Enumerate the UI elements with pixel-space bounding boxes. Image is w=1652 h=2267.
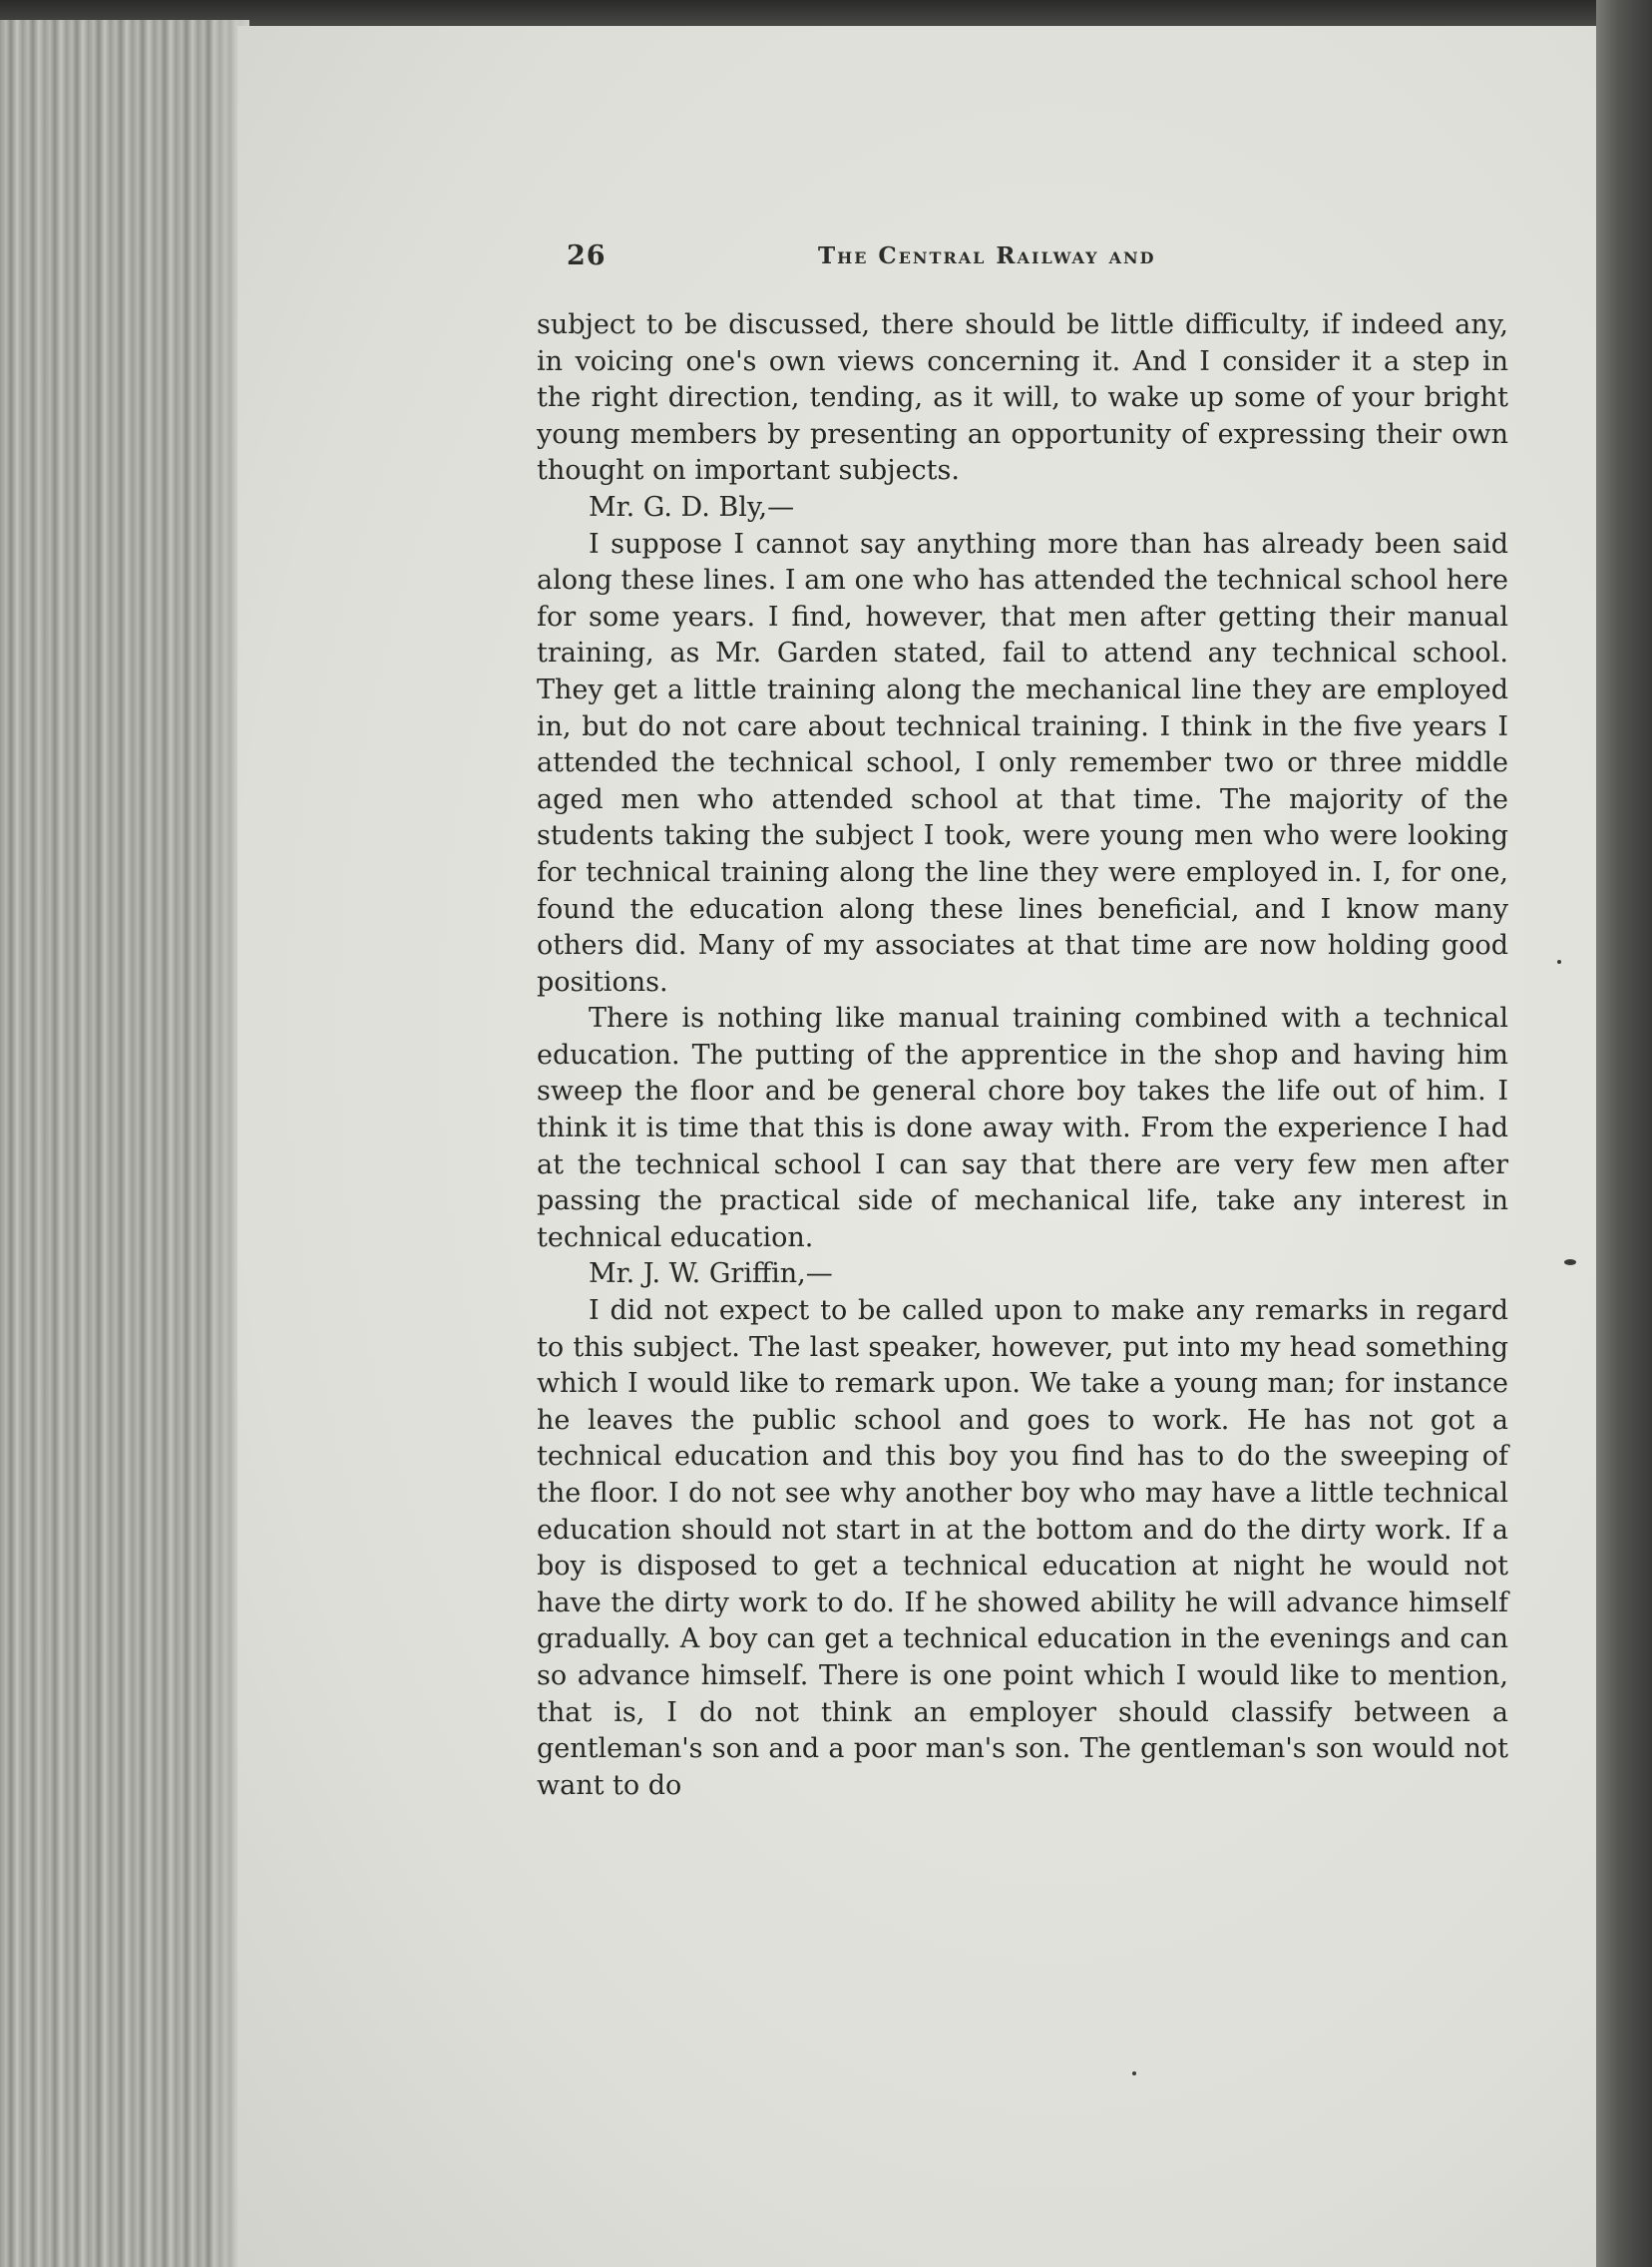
running-head [559,240,1546,280]
ink-speck [1132,2071,1136,2075]
ink-speck [1564,1259,1576,1265]
running-title: The Central Railway and [818,242,1156,269]
paragraph-continued: subject to be discussed, there should be little difficulty, if indeed any, in voicing one's own views concerning it. And I consider it a step in the right direction, tending, as it will, to wake up some of your bright young members by presenting an opportunity of expressing their own thought on important subjects. [537,309,1508,487]
paragraph: I suppose I cannot say anything more than has already been said along these lines. I am one who has attended the technical school here for some years. I find, however, that men after getting their manual training, as Mr. Garden stated, fail to attend any technical school. They get a little training along the mechanical line they are employed in, but do not care about technical training. I think in the five years I attended the technical school, I only remember two or three middle aged men who attended school at that time. The majority of the students taking the subject I took, were young men who were looking for technical training along the line they were employed in. I, for one, found the education along these lines beneficial, and I know many others did. Many of my associates at that time are now holding good positions. [537,528,1508,998]
scan-right-edge [1596,0,1652,2267]
page-body [537,307,1508,1804]
speaker-name: Mr. G. D. Bly,— [589,491,795,523]
page-number: 26 [567,240,607,271]
book-page-edges [0,20,249,2267]
paragraph: There is nothing like manual training combined with a technical education. The putting of the apprentice in the shop and having him sweep the floor and be general chore boy takes the life out of him. I think it is time that this is done away with. From the experience I had at the technical school I can say that there are very few men after passing the practical side of mechanical life, take any interest in technical education. [537,1003,1508,1253]
paragraph: I did not expect to be called upon to make any remarks in regard to this subject. The last speaker, however, put into my head something which I would like to remark upon. We take a young man; for instance he leaves the public school and goes to work. He has not got a technical education and this boy you find has to do the sweeping of the floor. I do not see why another boy who may have a little technical education should not start in at the bottom and do the dirty work. If a boy is disposed to get a technical education at night he would not have the dirty work to do. If he showed ability he will advance himself gradually. A boy can get a technical education in the evenings and can so advance himself. There is one point which I would like to mention, that is, I do not think an employer should classify between a gentleman's son and a poor man's son. The gentleman's son would not want to do [537,1295,1508,1801]
speaker-name: Mr. J. W. Griffin,— [589,1258,833,1290]
ink-speck [1557,960,1561,964]
